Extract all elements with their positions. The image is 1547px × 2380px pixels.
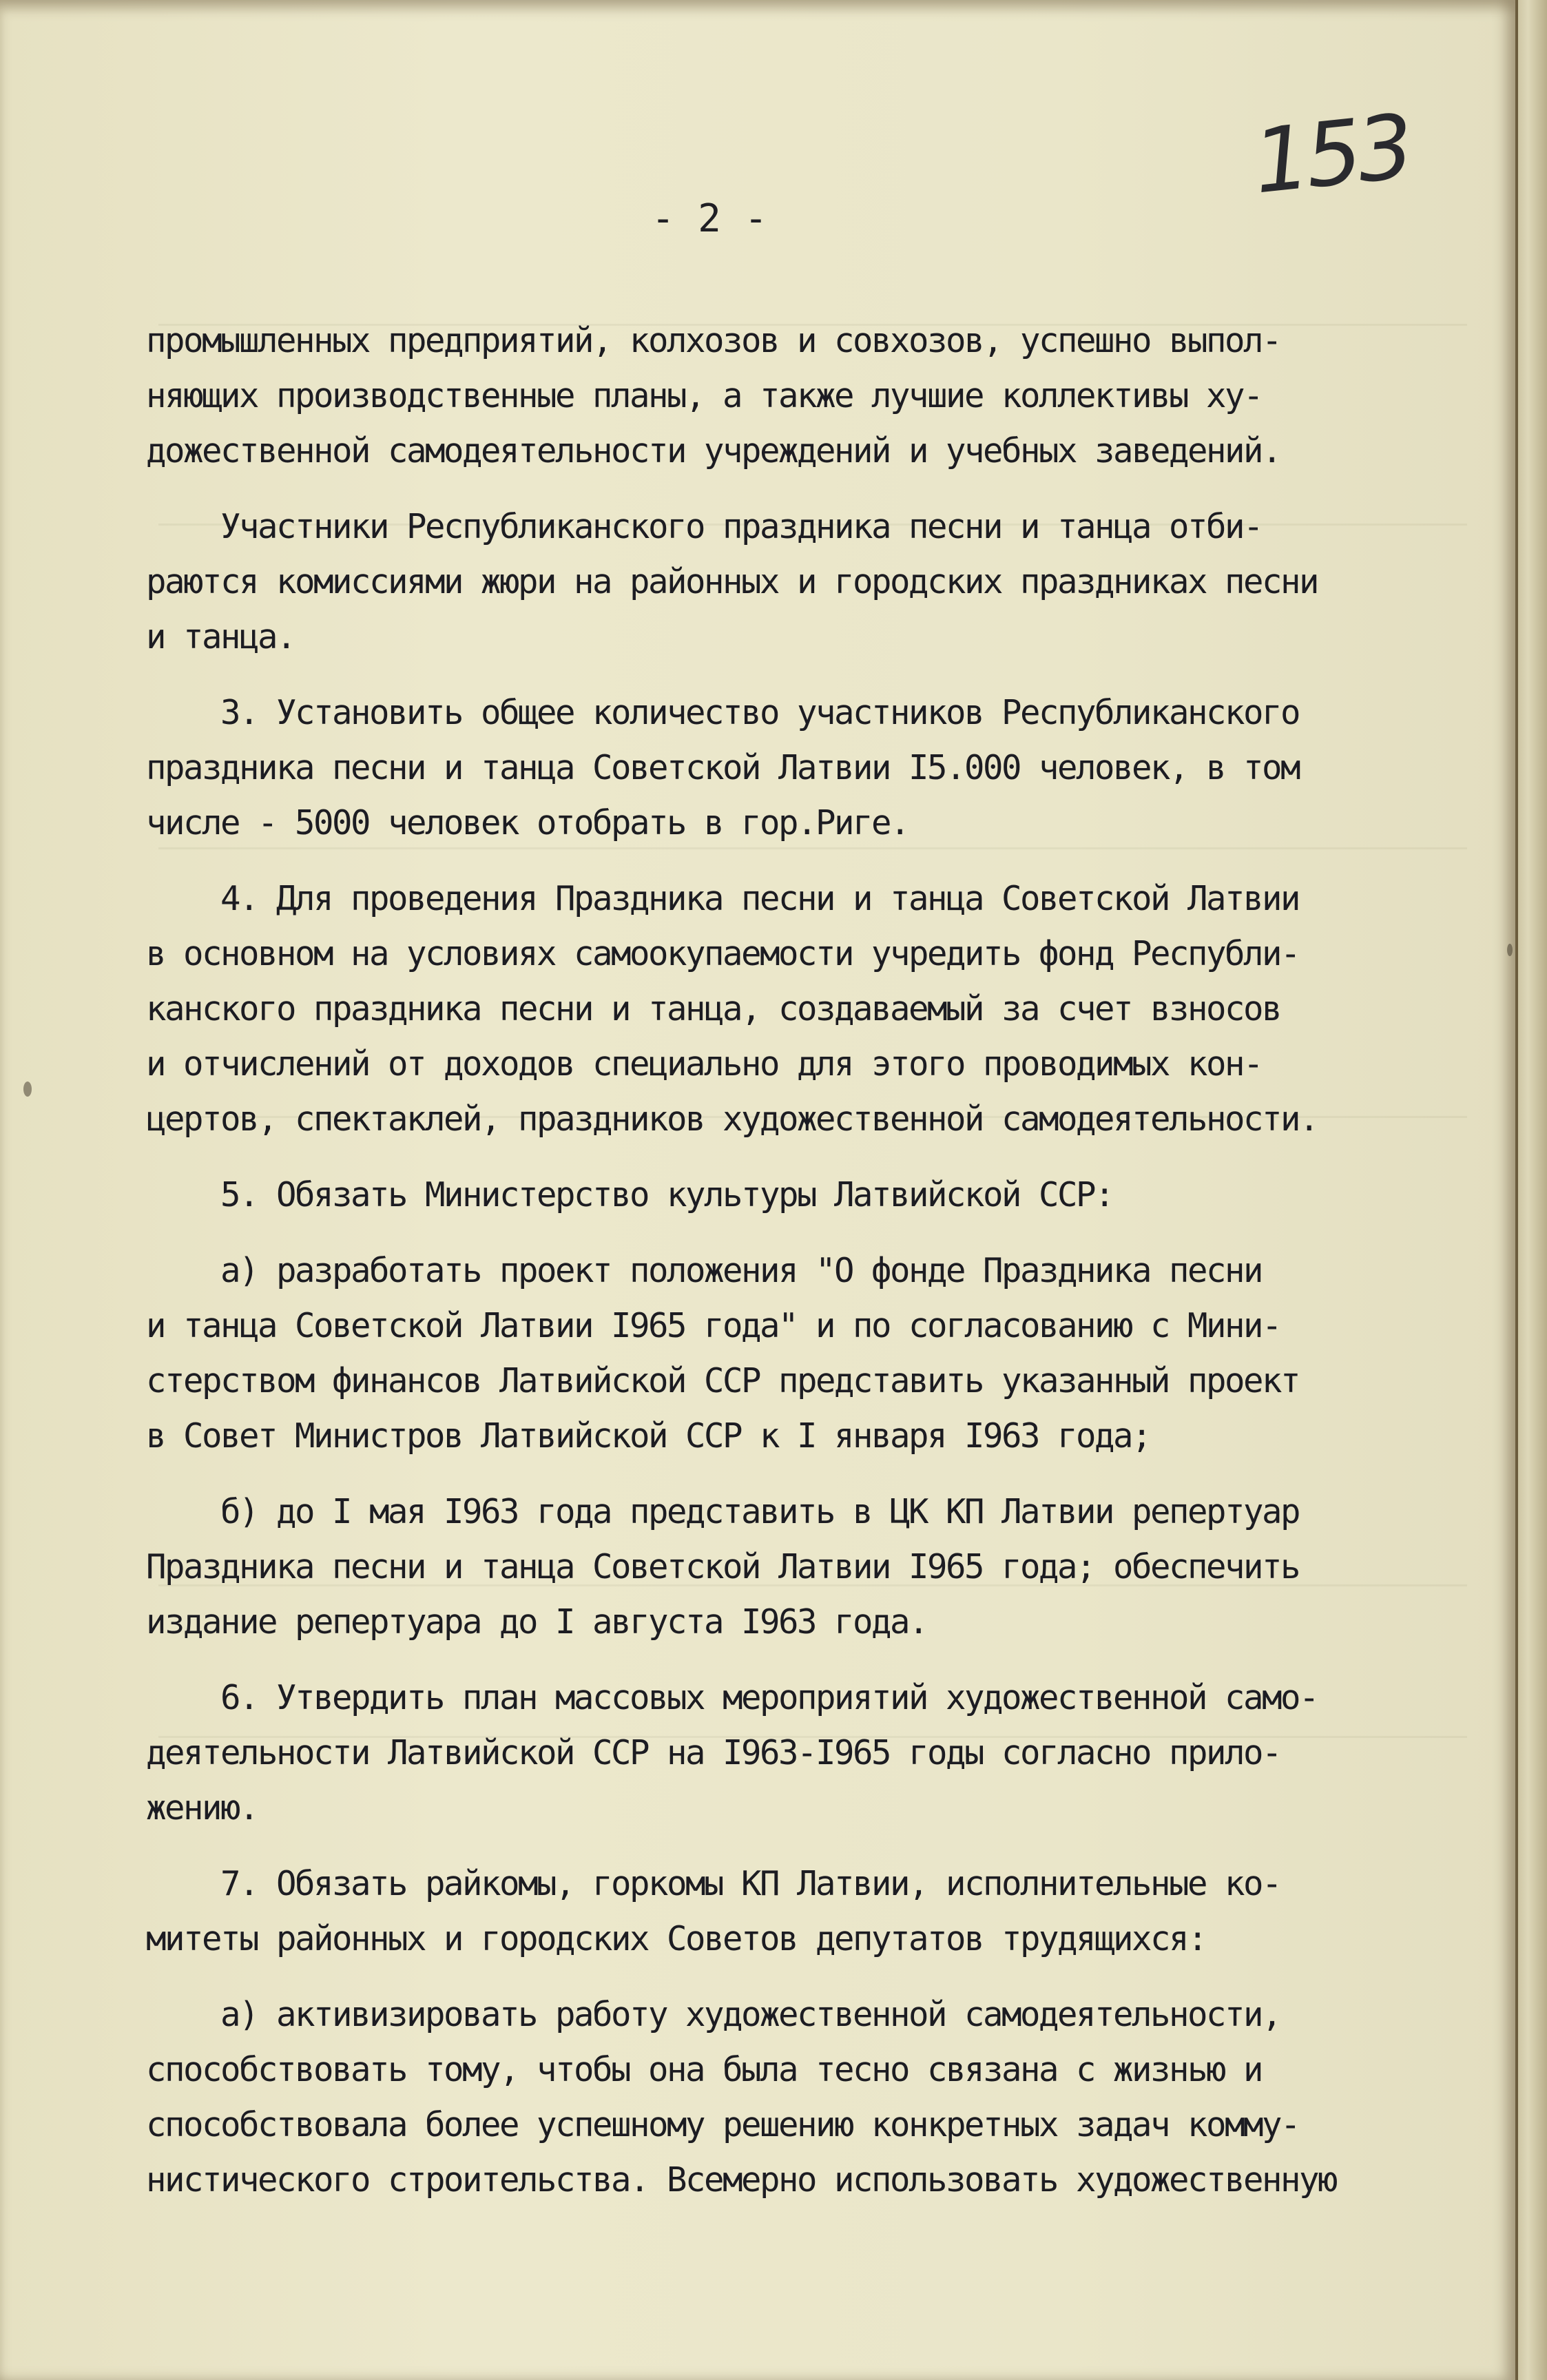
paragraph (146, 313, 1496, 479)
paragraph (146, 1856, 1496, 1967)
text-line: промышленных предприятий, колхозов и совхозов, успешно выпол- (146, 321, 1281, 360)
text-line: няющих производственные планы, а также лучшие коллективы ху- (146, 376, 1263, 415)
paper-speck (23, 1082, 32, 1097)
text-line: праздника песни и танца Советской Латвии I5.000 человек, в том (146, 748, 1300, 787)
text-line: и танца Советской Латвии I965 года" и по согласованию с Мини- (146, 1306, 1281, 1345)
text-line: 6. Утвердить план массовых мероприятий художественной само- (146, 1678, 1318, 1717)
text-line: 5. Обязать Министерство культуры Латвийской ССР: (146, 1175, 1114, 1214)
text-line: и отчислений от доходов специально для этого проводимых кон- (146, 1044, 1263, 1084)
paragraph (146, 871, 1496, 1147)
text-line: способствовала более успешному решению конкретных задач комму- (146, 2105, 1300, 2144)
text-line: б) до I мая I963 года представить в ЦК КП Латвии репертуар (146, 1492, 1300, 1531)
text-line: и танца. (146, 617, 295, 656)
text-line: канского праздника песни и танца, создаваемый за счет взносов (146, 989, 1281, 1028)
text-line: нистического строительства. Всемерно использовать художественную (146, 2160, 1337, 2200)
text-line: 7. Обязать райкомы, горкомы КП Латвии, исполнительные ко- (146, 1864, 1281, 1903)
text-line: митеты районных и городских Советов депутатов трудящихся: (146, 1919, 1207, 1958)
text-line: стерством финансов Латвийской ССР представить указанный проект (146, 1361, 1300, 1400)
text-line: способствовать тому, чтобы она была тесно связана с жизнью и (146, 2050, 1263, 2089)
text-line: деятельности Латвийской ССР на I963-I965 годы согласно прило- (146, 1733, 1281, 1772)
text-line: 3. Установить общее количество участников Республиканского (146, 693, 1300, 732)
archive-folio-number: 153 (1248, 95, 1415, 214)
text-line: 4. Для проведения Праздника песни и танца Советской Латвии (146, 879, 1300, 918)
paragraph (146, 1243, 1496, 1464)
text-line: Участники Республиканского праздника песни и танца отби- (146, 507, 1263, 546)
text-line: а) разработать проект положения "О фонде Праздника песни (146, 1251, 1263, 1290)
paper-speck (1507, 944, 1513, 956)
document-body (146, 313, 1496, 2228)
text-line: в основном на условиях самоокупаемости учредить фонд Республи- (146, 934, 1300, 973)
text-line: дожественной самодеятельности учреждений и учебных заведений. (146, 431, 1281, 470)
paragraph (146, 1168, 1496, 1223)
text-line: издание репертуара до I августа I963 года. (146, 1602, 928, 1642)
text-line: цертов, спектаклей, праздников художественной самодеятельности. (146, 1099, 1318, 1139)
page-edge-strip (1515, 0, 1547, 2380)
paragraph (146, 499, 1496, 665)
paragraph (146, 1670, 1496, 1836)
text-line: числе - 5000 человек отобрать в гор.Риге. (146, 803, 909, 842)
page-number: - 2 - (651, 196, 768, 241)
text-line: а) активизировать работу художественной самодеятельности, (146, 1995, 1281, 2034)
paragraph (146, 1484, 1496, 1650)
text-line: Праздника песни и танца Советской Латвии I965 года; обеспечить (146, 1547, 1300, 1586)
paragraph (146, 1987, 1496, 2208)
text-line: раются комиссиями жюри на районных и городских праздниках песни (146, 562, 1318, 601)
paragraph (146, 685, 1496, 851)
text-line: жению. (146, 1788, 258, 1828)
text-line: в Совет Министров Латвийской ССР к I января I963 года; (146, 1416, 1151, 1456)
